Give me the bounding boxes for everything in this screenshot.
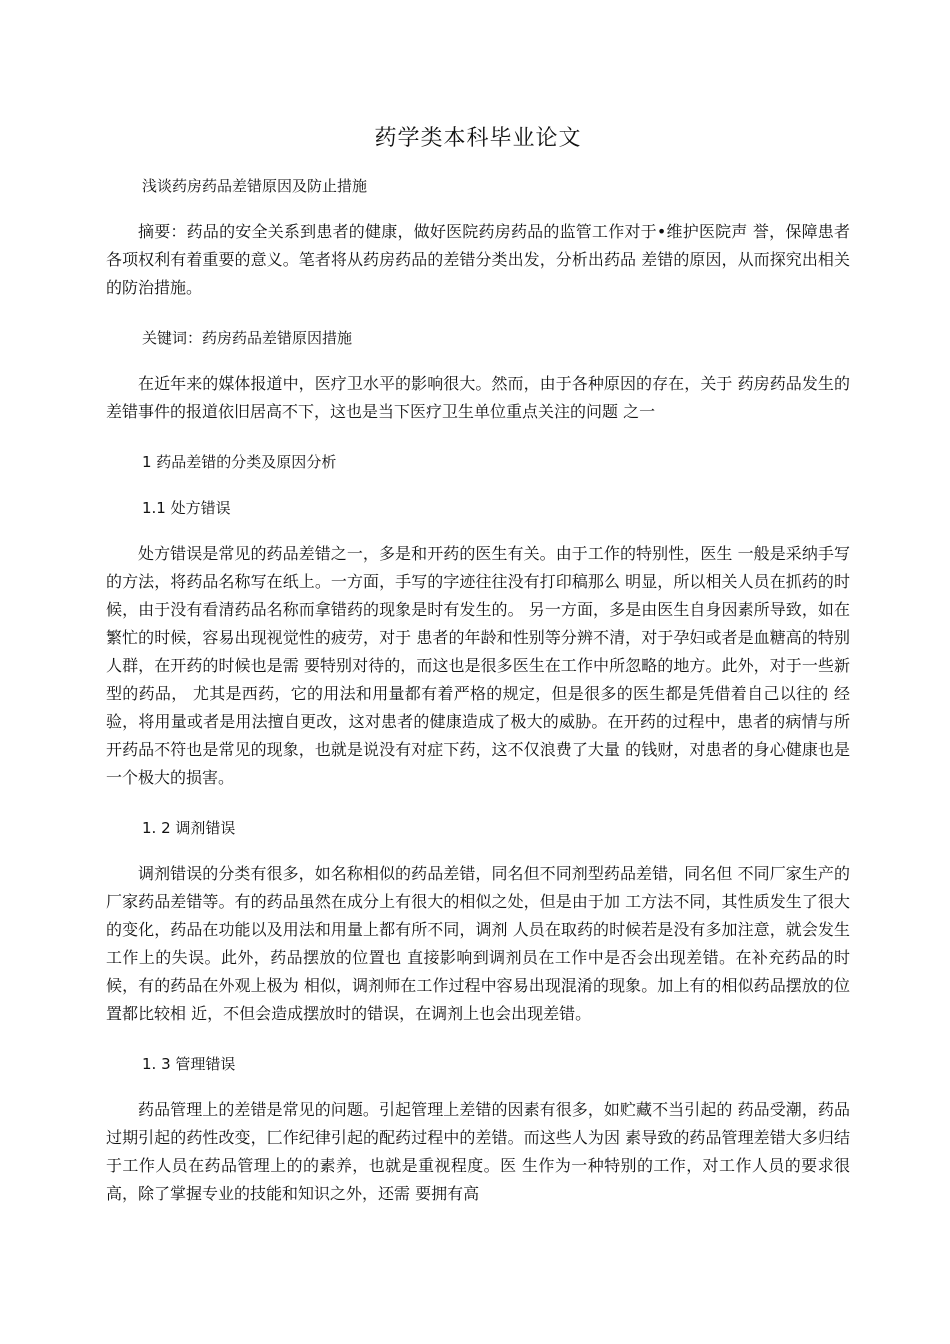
document-body	[106, 120, 850, 1222]
intro-paragraph: 在近年来的媒体报道中，医疗卫水平的影响很大。然而，由于各种原因的存在，关于 药房药品发生的差错事件的报道依旧居高不下，这也是当下医疗卫生单位重点关注的问题 之一	[106, 374, 850, 421]
section-1-1-heading: 1.1 处方错误	[142, 499, 231, 517]
section-1-3-heading: 1. 3 管理错误	[142, 1055, 236, 1073]
section-1-2-paragraph: 调剂错误的分类有很多，如名称相似的药品差错，同名但不同剂型药品差错，同名但 不同厂家生产的厂家药品差错等。有的药品虽然在成分上有很大的相似之处，但是由于加 工方法不同，其性质发生了很大的变化，药品在功能以及用法和用量上都有所不同，调剂 人员在取药的时候若是没有多加注意，就会发生工作上的失误。此外，药品摆放的位置也 直接影响到调剂员在工作中是否会出现差错。在补充药品的时候，有的药品在外观上极为 相似，调剂师在工作过程中容易出现混淆的现象。加上有的相似药品摆放的位置都比较相 近，不但会造成摆放时的错误，在调剂上也会出现差错。	[106, 864, 850, 1023]
document-title: 药学类本科毕业论文	[374, 126, 582, 151]
keywords-line: 关键词：药房药品差错原因措施	[142, 329, 353, 347]
abstract-paragraph: 摘要：药品的安全关系到患者的健康，做好医院药房药品的监管工作对于•维护医院声 誉，保障患者各项权利有着重要的意义。笔者将从药房药品的差错分类出发，分析出药品 差错的原因，从而探究出相关的防治措施。	[106, 222, 850, 297]
section-1-heading: 1 药品差错的分类及原因分析	[142, 453, 337, 471]
document-subtitle: 浅谈药房药品差错原因及防止措施	[142, 177, 368, 195]
section-1-2-heading: 1. 2 调剂错误	[142, 819, 236, 837]
section-1-3-paragraph: 药品管理上的差错是常见的问题。引起管理上差错的因素有很多，如贮藏不当引起的 药品受潮，药品过期引起的药性改变，匚作纪律引起的配药过程中的差错。而这些人为因 素导致的药品管理差错大多归结于工作人员在药品管理上的的素养，也就是重视程度。医 生作为一种特别的工作，对工作人员的要求很高，除了掌握专业的技能和知识之外，还需 要拥有高	[106, 1100, 850, 1203]
section-1-1-paragraph: 处方错误是常见的药品差错之一，多是和开药的医生有关。由于工作的特别性，医生 一般是采纳手写的方法，将药品名称写在纸上。一方面，手写的字迹往往没有打印稿那么 明显，所以相关人员在抓药的时候，由于没有看清药品名称而拿错药的现象是时有发生的。 另一方面，多是由医生自身因素所导致，如在繁忙的时候，容易出现视觉性的疲劳，对于 患者的年龄和性别等分辨不清，对于孕妇或者是血糖高的特别人群，在开药的时候也是需 要特别对待的，而这也是很多医生在工作中所忽略的地方。此外，对于一些新型的药品， 尤其是西药，它的用法和用量都有着严格的规定，但是很多的医生都是凭借着自己以往的 经验，将用量或者是用法擅自更改，这对患者的健康造成了极大的威胁。在开药的过程中，患者的病情与所开药品不符也是常见的现象，也就是说没有对症下药，这不仅浪费了大量 的钱财，对患者的身心健康也是一个极大的损害。	[106, 544, 850, 787]
